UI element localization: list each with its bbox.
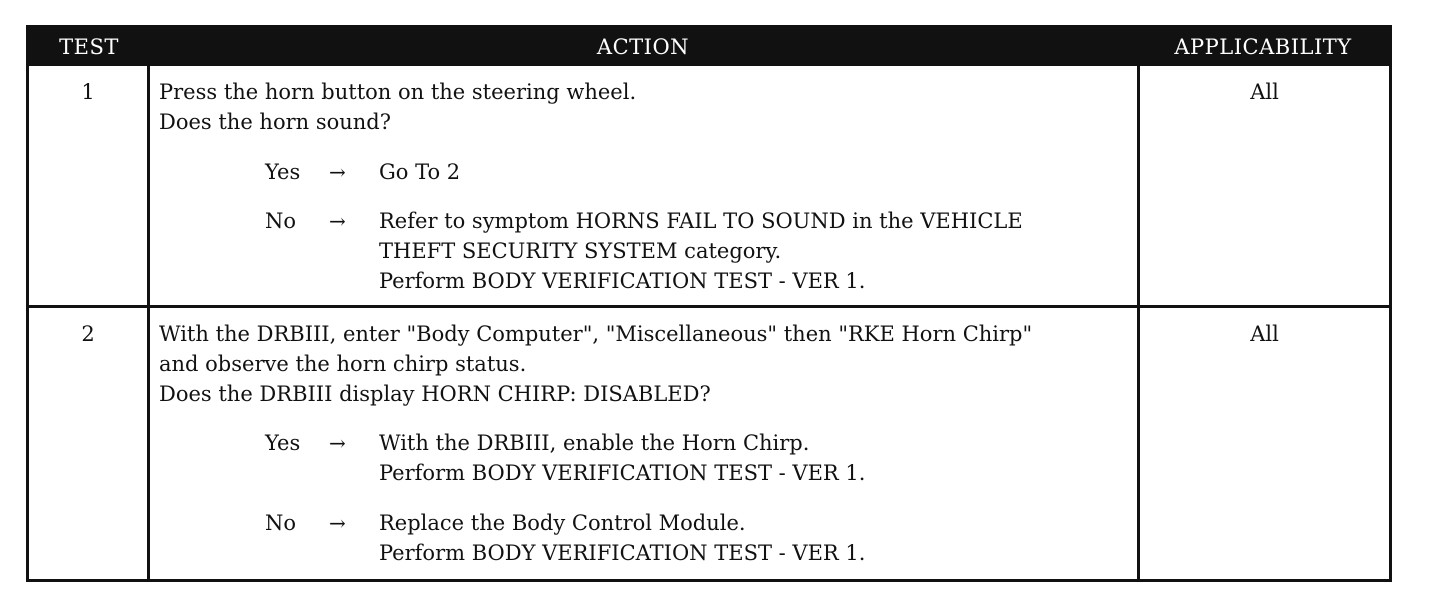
diagnostic-test-table [26,25,1392,582]
action-question: Does the horn sound? [159,110,392,134]
arrow-right-icon: → [329,431,346,455]
table-header-row [29,28,1389,66]
action-instruction: Press the horn button on the steering wheel. [159,80,637,104]
option-yes-text: Perform BODY VERIFICATION TEST - VER 1. [379,461,866,485]
option-yes-text: Go To 2 [379,160,461,184]
action-instruction: With the DRBIII, enter "Body Computer", "Miscellaneous" then "RKE Horn Chirp" [159,322,1033,346]
test-number: 1 [81,80,95,104]
option-yes-label: Yes [265,431,301,455]
option-no-text: Perform BODY VERIFICATION TEST - VER 1. [379,269,866,293]
arrow-right-icon: → [329,160,346,184]
header-applicability: APPLICABILITY [1174,35,1352,59]
action-question: Does the DRBIII display HORN CHIRP: DISABLED? [159,382,711,406]
option-no-text: Refer to symptom HORNS FAIL TO SOUND in the VEHICLE [379,209,1023,233]
arrow-right-icon: → [329,209,346,233]
option-no-text: Replace the Body Control Module. [379,511,746,535]
option-yes-label: Yes [265,160,301,184]
column-divider [147,66,150,579]
option-no-text: Perform BODY VERIFICATION TEST - VER 1. [379,541,866,565]
option-no-text: THEFT SECURITY SYSTEM category. [379,239,782,263]
option-no-label: No [265,209,297,233]
applicability-value: All [1250,80,1279,104]
row-divider [29,305,1389,308]
header-test: TEST [59,35,119,59]
test-number: 2 [81,322,95,346]
option-no-label: No [265,511,297,535]
header-action: ACTION [596,35,690,59]
option-yes-text: With the DRBIII, enable the Horn Chirp. [379,431,810,455]
applicability-value: All [1250,322,1279,346]
arrow-right-icon: → [329,511,346,535]
action-instruction: and observe the horn chirp status. [159,352,527,376]
